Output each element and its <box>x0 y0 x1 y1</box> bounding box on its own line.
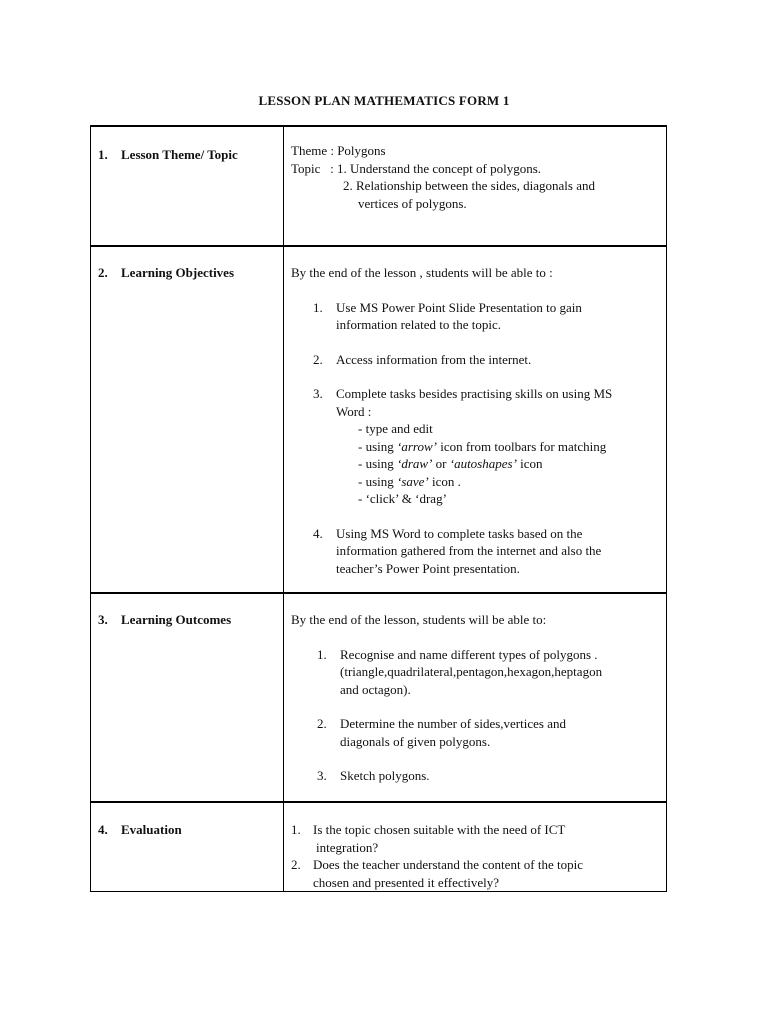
item-text: Using MS Word to complete tasks based on the <box>336 525 583 541</box>
subitem: - using ‘save’ icon . <box>358 473 461 489</box>
list-item <box>291 351 666 369</box>
evaluation-list <box>291 821 666 891</box>
list-item <box>291 767 666 785</box>
row-label-cell <box>91 593 284 802</box>
row-label-cell <box>91 802 284 892</box>
row-label: Evaluation <box>121 822 182 837</box>
row-number: 3. <box>98 612 108 627</box>
row-label-cell <box>91 246 284 593</box>
topic-line: Topic : 1. Understand the concept of polygons. <box>291 160 542 176</box>
item-text: Use MS Power Point Slide Presentation to gain <box>336 299 582 315</box>
row-content-cell <box>284 802 667 892</box>
item-text: and octagon). <box>340 681 411 697</box>
list-item <box>291 715 666 750</box>
table-row-learning-objectives <box>91 246 667 593</box>
theme-line: Theme : Polygons <box>291 143 386 158</box>
table-row-evaluation <box>91 802 667 892</box>
item-number: 1. <box>313 299 323 315</box>
topic-item-2-continued: vertices of polygons. <box>358 195 467 211</box>
list-item <box>291 385 666 508</box>
topic-item-2: 2. Relationship between the sides, diagonals and <box>343 178 596 193</box>
outcomes-list <box>291 646 666 785</box>
item-number: 3. <box>313 386 323 401</box>
list-item <box>291 821 666 856</box>
item-text: diagonals of given polygons. <box>340 733 491 749</box>
item-text: information related to the topic. <box>336 317 501 332</box>
row-label-cell <box>91 126 284 246</box>
subitem: - ‘click’ & ‘drag’ <box>358 491 447 506</box>
item-number: 3. <box>317 768 327 783</box>
item-number: 2. <box>291 857 301 872</box>
row-number: 1. <box>98 147 108 162</box>
item-number: 1. <box>317 646 327 662</box>
row-content-cell <box>284 246 667 593</box>
outcomes-intro: By the end of the lesson, students will be able to: <box>291 612 547 627</box>
table-row-lesson-theme <box>91 126 667 246</box>
row-label: Lesson Theme/ Topic <box>121 147 238 162</box>
item-text: Sketch polygons. <box>340 768 430 783</box>
item-number: 1. <box>291 822 301 837</box>
item-text: Word : <box>336 403 372 419</box>
list-item <box>291 299 666 334</box>
objectives-intro: By the end of the lesson , students will be able to : <box>291 265 553 280</box>
item-text: (triangle,quadrilateral,pentagon,hexagon,heptagon <box>340 664 603 679</box>
subitem: - type and edit <box>358 421 433 436</box>
item-text: Access information from the internet. <box>336 351 532 367</box>
row-content-cell <box>284 593 667 802</box>
subitem: - using ‘arrow’ icon from toolbars for matching <box>358 438 607 454</box>
document-title: LESSON PLAN MATHEMATICS FORM 1 <box>258 93 510 108</box>
objectives-list <box>291 299 666 578</box>
item-text: integration? <box>316 839 379 855</box>
list-item <box>291 646 666 699</box>
item-text: Determine the number of sides,vertices and <box>340 716 566 731</box>
item-text: Does the teacher understand the content of the topic <box>313 857 584 872</box>
list-item <box>291 525 666 578</box>
row-label: Learning Objectives <box>121 265 235 280</box>
subitem: - using ‘draw’ or ‘autoshapes’ icon <box>358 456 543 471</box>
item-text: information gathered from the internet and also the <box>336 543 602 558</box>
list-item <box>291 856 666 891</box>
item-text: teacher’s Power Point presentation. <box>336 560 520 576</box>
item-number: 2. <box>317 716 327 731</box>
table-row-learning-outcomes <box>91 593 667 802</box>
row-label: Learning Outcomes <box>121 612 232 627</box>
row-number: 2. <box>98 265 108 280</box>
item-number: 2. <box>313 351 323 367</box>
item-text: Recognise and name different types of polygons . <box>340 646 598 662</box>
row-number: 4. <box>98 822 108 837</box>
item-number: 4. <box>313 525 323 541</box>
lesson-plan-table <box>90 125 667 892</box>
row-content-cell <box>284 126 667 246</box>
item-text: chosen and presented it effectively? <box>313 874 500 890</box>
item-text: Is the topic chosen suitable with the need of ICT <box>313 822 566 837</box>
item-text: Complete tasks besides practising skills on using MS <box>336 386 613 401</box>
